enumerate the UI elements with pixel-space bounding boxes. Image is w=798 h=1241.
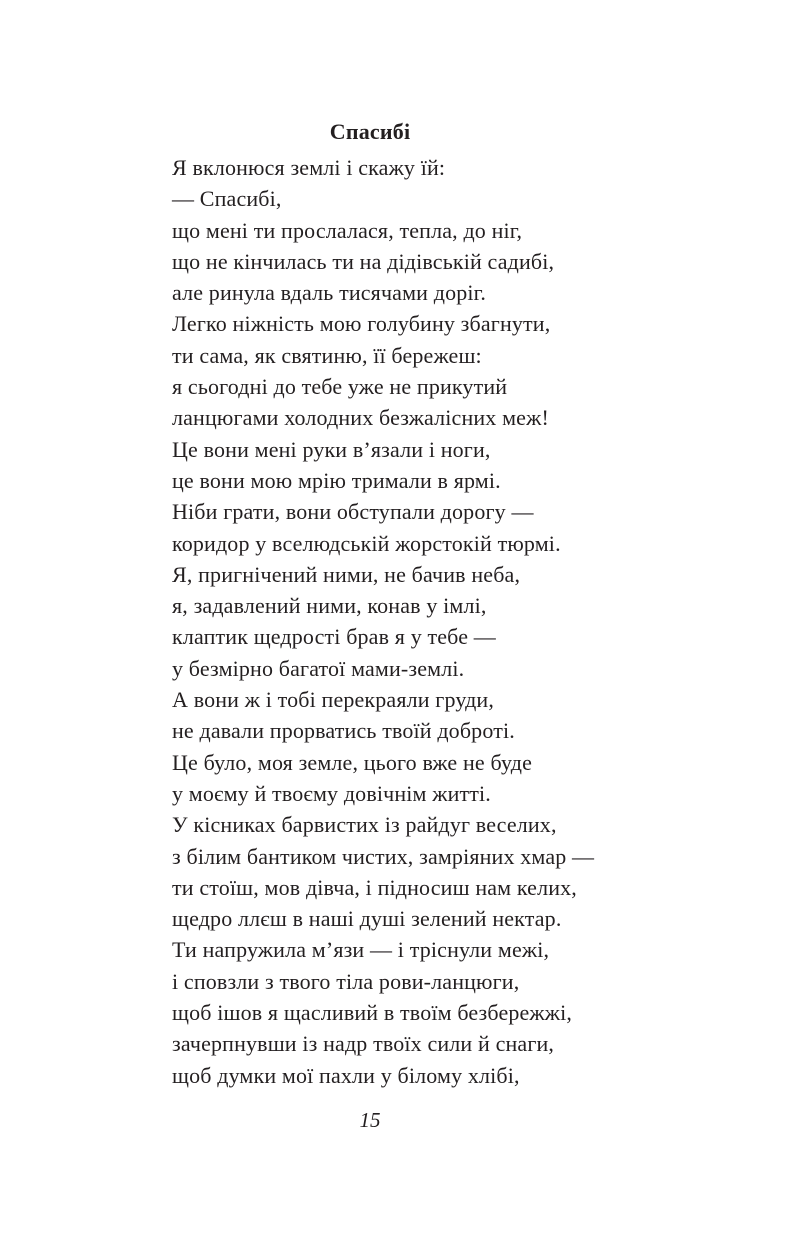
poem-line: я, задавлений ними, конав у імлі, <box>172 593 487 619</box>
poem-line: не давали прорватись твоїй доброті. <box>172 718 515 744</box>
poem-line: У кісниках барвистих із райдуг веселих, <box>172 812 557 838</box>
page-number: 15 <box>359 1108 381 1132</box>
poem-line: у безмірно багатої мами-землі. <box>172 655 465 681</box>
poem-line: я сьогодні до тебе уже не прикутий <box>172 374 508 400</box>
poem-line: клаптик щедрості брав я у тебе — <box>172 624 496 650</box>
poem-line: Я вклонюся землі і скажу їй: <box>172 155 446 180</box>
poem-line: ти стоїш, мов дівча, і підносиш нам келих, <box>172 874 577 900</box>
poem-line: ланцюгами холодних безжалісних меж! <box>172 405 549 431</box>
poem-line: що мені ти прослалася, тепла, до ніг, <box>172 217 523 243</box>
poem-line: Я, пригнічений ними, не бачив неба, <box>172 561 521 587</box>
poem-line: ти сама, як святиню, її бережеш: <box>172 342 482 368</box>
poem-line: що не кінчилась ти на дідівській садибі, <box>172 248 555 274</box>
poem-line: але ринула вдаль тисячами доріг. <box>172 280 486 306</box>
poem-line: щедро ллєш в наші душі зелений нектар. <box>172 906 562 932</box>
poem-line: коридор у вселюдській жорстокій тюрмі. <box>172 530 561 556</box>
poem-title: Спасибі <box>329 118 411 144</box>
poem-line: Ніби грати, вони обступали дорогу — <box>172 499 534 525</box>
poem-line: у моєму й твоєму довічнім житті. <box>172 780 491 806</box>
poem-line: Легко ніжність мою голубину збагнути, <box>172 311 551 337</box>
poem-line: зачерпнувши із надр твоїх сили й снаги, <box>172 1031 555 1057</box>
poem-text <box>172 152 732 1091</box>
poem-line: щоб думки мої пахли у білому хлібі, <box>172 1062 520 1088</box>
poem-line: це вони мою мрію тримали в ярмі. <box>172 467 501 493</box>
poem-line: Ти напружила м’язи — і тріснули межі, <box>172 937 550 963</box>
poem-line: — Спасибі, <box>172 186 282 212</box>
poem-line: з білим бантиком чистих, замріяних хмар — <box>172 843 595 869</box>
poem-line: і сповзли з твого тіла рови-ланцюги, <box>172 968 520 994</box>
poem-line: Це було, моя земле, цього вже не буде <box>172 749 532 775</box>
poem-line: А вони ж і тобі перекраяли груди, <box>172 687 495 713</box>
poem-line: Це вони мені руки в’язали і ноги, <box>172 436 491 462</box>
poem-line: щоб ішов я щасливий в твоїм безбережжі, <box>172 1000 573 1026</box>
